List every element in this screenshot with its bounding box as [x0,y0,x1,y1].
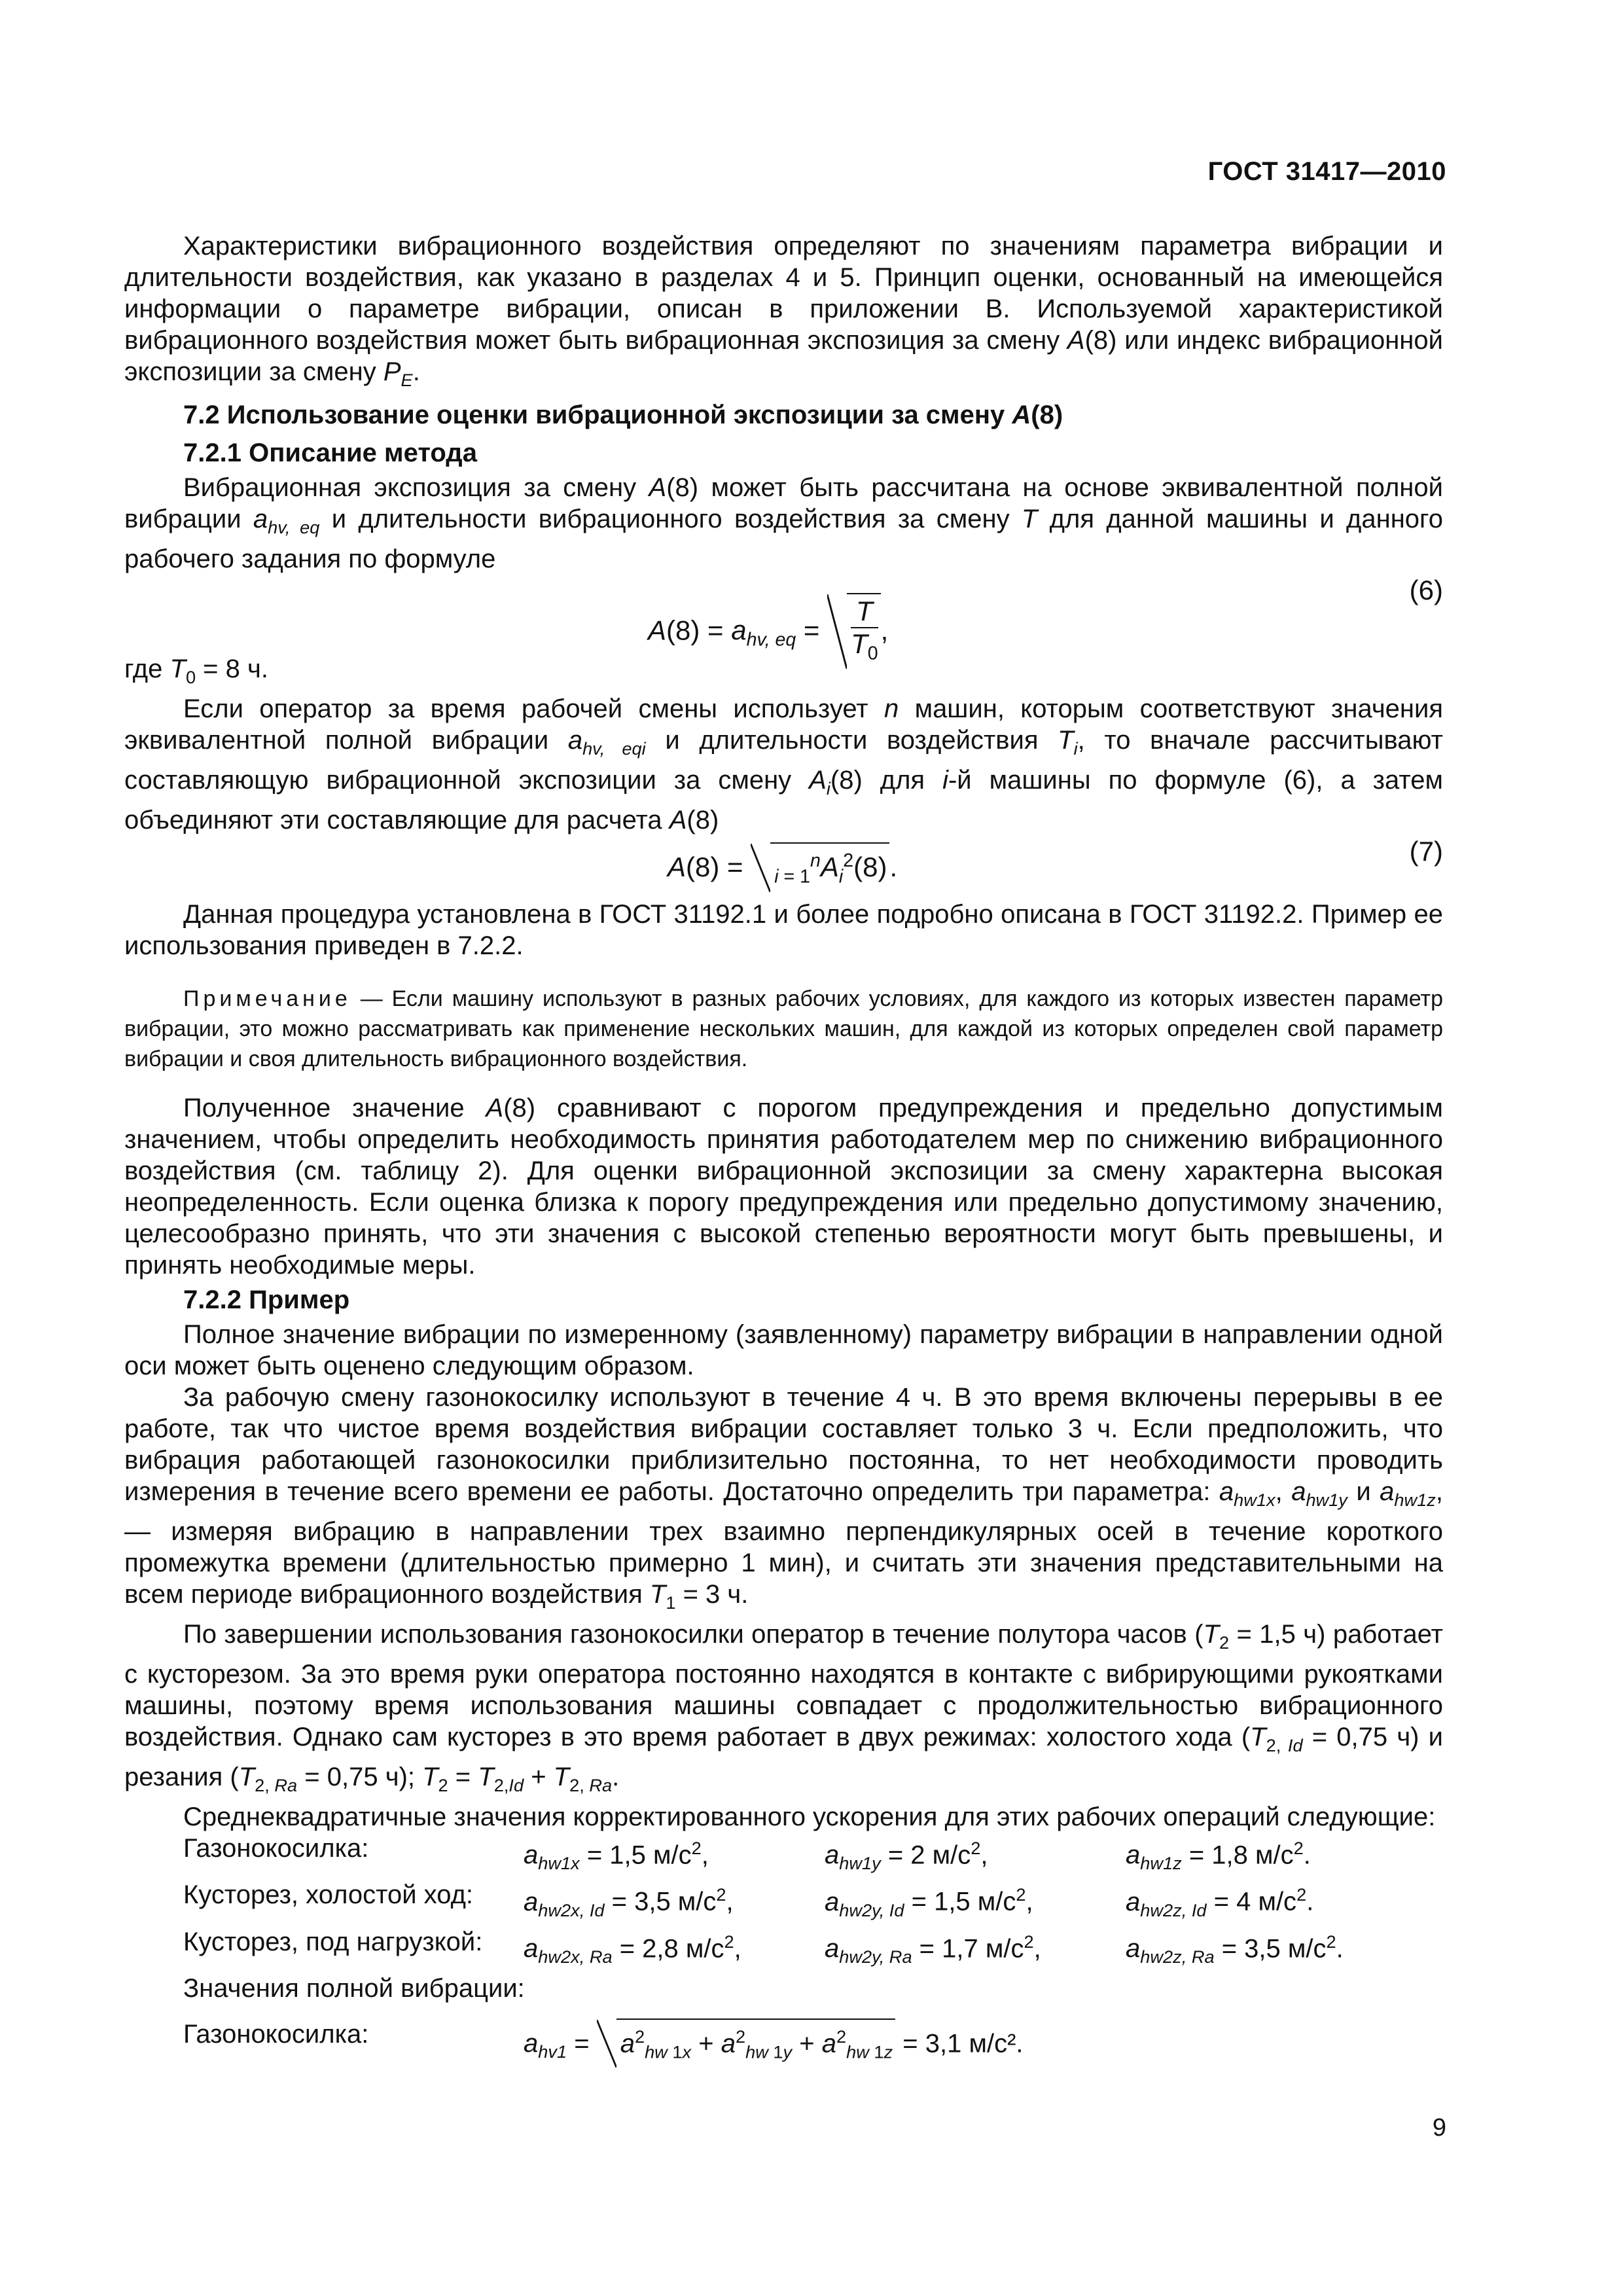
total-row-label: Газонокосилка: [183,2019,369,2049]
acceleration-values-table [183,1833,1344,2068]
section-heading-7-2-2: 7.2.2 Пример [183,1285,350,1314]
formula-7-number: (7) [1409,836,1443,867]
method-paragraph: Вибрационная экспозиция за смену A(8) может быть рассчитана на основе эквивалентной полной вибрации $a_{hv, eq}$ и длительности вибрационного воздействия за смену T для данной машины и данного рабочего задания по формуле [124,473,1443,573]
page-body [124,230,1443,2068]
section-heading-7-2: 7.2 Использование оценки вибрационной экспозиции за смену A(8) [183,401,1063,429]
note-text: — Если машину используют в разных рабочих условиях, для каждого из которых известен параметр вибрации, это можно рассматривать как применение нескольких машин, для каждой из которых определен свой параметр вибрации и своя длительность вибрационного воздействия. [124,986,1443,1071]
formula-6 [124,575,1443,664]
table-row [183,2004,1344,2068]
row-label: Кусторез, под нагрузкой: [183,1927,483,1956]
row-label: Кусторез, холостой ход: [183,1880,474,1910]
table-row: Газонокосилка: $a_{hw1x} = 1,5$ $м/с^2$, $a_{hw1y} = 2$ $м/с^2$, $a_{hw1z} = 1,8$ $м/с^2$. [183,1833,1344,1879]
multi-machine-paragraph: Если оператор за время рабочей смены использует n машин, которым соответствуют значения эквивалентной полной вибрации $a_{hv, eqi}$ и длительности воздействия $T_i$, то вначале рассчитывают составляющую вибрационной экспозиции за смену $A_i(8)$ для i-й машины по формуле (6), а затем объединяют эти составляющие для расчета A(8) [124,694,1444,834]
example-paragraph-3: По завершении использования газонокосилки оператор в течение полутора часов ($T_2 = 1,5$ ч) работает с кусторезом. За это время руки оператора постоянно находятся в контакте с вибрирующими рукоятками машины, поэтому время использования машины совпадает с продолжительностью вибрационного воздействия. Однако сам кусторез в это время работает в двух режимах: холостого хода ($T_{2, Id} = 0,75$ ч) и резания ($T_{2, Ra} = 0,75$ ч); $T_2 = T_{2,Id} + T_{2, Ra}$. [124,1620,1444,1795]
formula-7-expression: $A(8) = _{i = 1}^nA_i^2(8)$. [668,842,897,892]
total-vibration-label: Значения полной вибрации: [183,1973,525,2003]
formula-6-number: (6) [1409,575,1443,605]
table-row: Кусторез, холостой ход: $a_{hw2x, Id} = 3,5$ $м/с^2$, $a_{hw2y, Id} = 1,5$ $м/с^2$, $a_{hw2z, Id} = 4$ $м/с^2$. [183,1879,1344,1926]
note-label: Примечание [183,986,351,1011]
total-vibration-formula: $a_{hv1} = a^2_{hw 1x} + a^2_{hw 1y} + a^2_{hw 1z} = 3,1$ м/с². [524,2004,1344,2068]
note-block [124,984,1443,1074]
table-row: Кусторез, под нагрузкой: $a_{hw2x, Ra} = 2,8$ $м/с^2$, $a_{hw2y, Ra} = 1,7$ $м/с^2$, $a_{hw2z, Ra} = 3,5$ $м/с^2$. [183,1926,1344,1973]
procedure-paragraph: Данная процедура установлена в ГОСТ 31192.1 и более подробно описана в ГОСТ 31192.2. Пример ее использования приведен в 7.2.2. [124,900,1443,960]
total-result: = 3,1 м/с². [902,2029,1024,2058]
comparison-paragraph: Полученное значение A(8) сравнивают с порогом предупреждения и предельно допустимым значением, чтобы определить необходимость принятия работодателем мер по снижению вибрационного воздействия (см. таблицу 2). Для оценки вибрационной экспозиции за смену характерна высокая неопределенность. Если оценка близка к порогу предупреждения или предельно допустимому значению, целесообразно принять, что эти значения с высокой степенью вероятности могут быть превышены, и принять необходимые меры. [124,1094,1443,1280]
document-code: ГОСТ 31417—2010 [1207,157,1446,186]
intro-paragraph: Характеристики вибрационного воздействия определяют по значениям параметра вибрации и длительности воздействия, как указано в разделах 4 и 5. Принцип оценки, основанный на имеющейся информации о параметре вибрации, описан в приложении В. Используемой характеристикой вибрационного воздействия может быть вибрационная экспозиция за смену A(8) или индекс вибрационной экспозиции за смену $P_E$. [124,232,1443,390]
formula-7 [124,836,1443,899]
formula-6-expression: $A(8) = a_{hv, eq}$ = $\frac{T}{T_0}$ , [648,593,888,669]
table-row [183,1973,1344,2004]
example-paragraph-2: За рабочую смену газонокосилку используют в течение 4 ч. В это время включены перерывы в ее работе, так что чистое время воздействия вибрации составляет только 3 ч. Если предположить, что вибрация работающей газонокосилки приблизительно постоянна, то нет необходимости проводить измерения в течение всего времени ее работы. Достаточно определить три параметра: $a_{hw1x}$, $a_{hw1y}$ и $a_{hw1z}$, — измеряя вибрацию в направлении трех взаимно перпендикулярных осей в течение короткого промежутка времени (длительностью примерно 1 мин), и считать эти значения представительными на всем периоде вибрационного воздействия $T_1 = 3$ ч. [124,1383,1443,1613]
section-heading-7-2-1: 7.2.1 Описание метода [183,439,477,467]
where-clause: где $T_0 = 8$ ч. [124,655,268,687]
row-label: Газонокосилка: [183,1834,369,1863]
example-paragraph-4: Среднеквадратичные значения корректированного ускорения для этих рабочих операций следующие: [183,1803,1436,1831]
example-paragraph-1: Полное значение вибрации по измеренному (заявленному) параметру вибрации в направлении одной оси может быть оценено следующим образом. [124,1320,1443,1380]
page-number: 9 [1432,2114,1446,2142]
